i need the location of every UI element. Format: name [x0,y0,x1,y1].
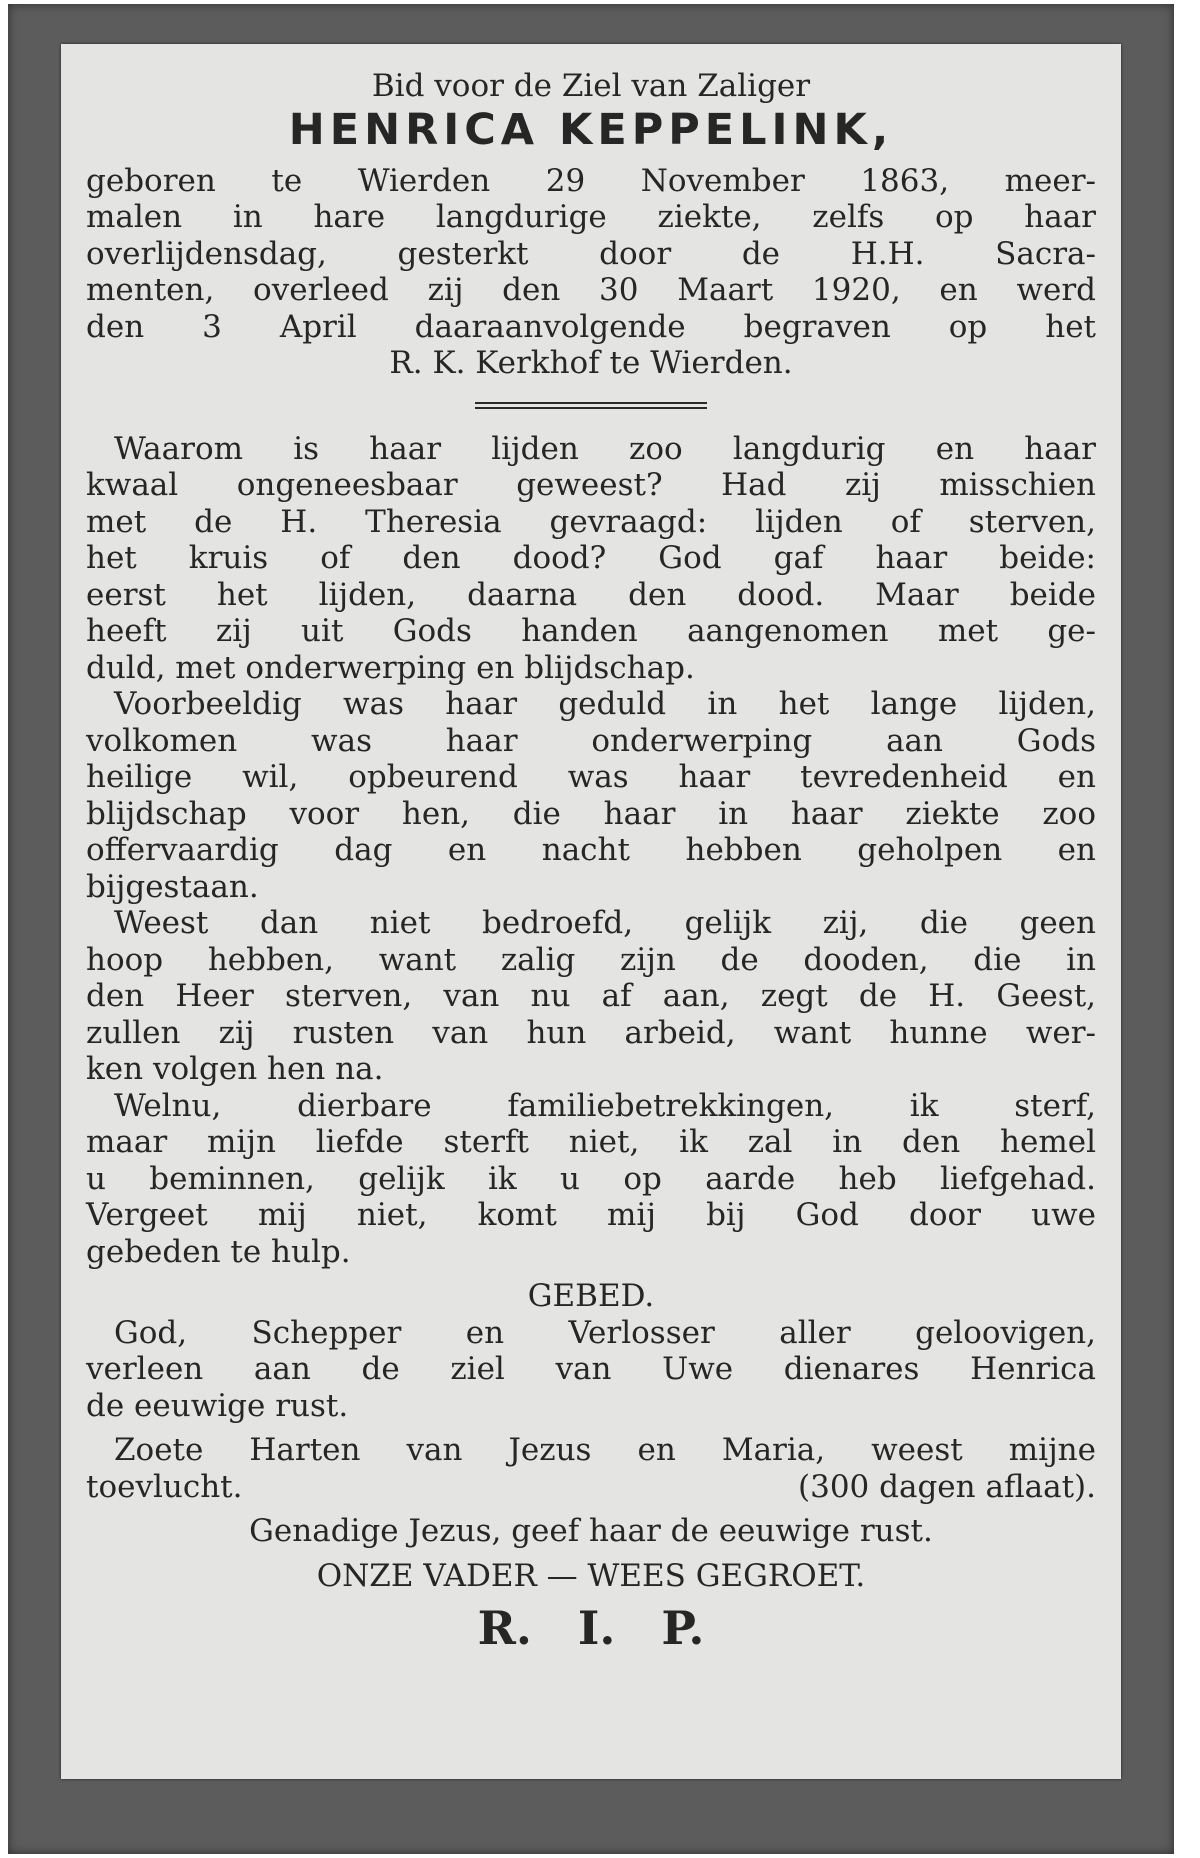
paragraph-line: volkomen was haar onderwerping aan Gods [86,722,1096,759]
paragraph-line: Weest dan niet bedroefd, gelijk zij, die geen [114,905,1096,941]
prayer-line: God, Schepper en Verlosser aller geloovigen, [114,1314,1096,1351]
paragraph-line: hoop hebben, want zalig zijn de dooden, die in [86,941,1096,978]
prayer-title: GEBED. [527,1278,655,1314]
deceased-name: HENRICA KEPPELINK, [288,104,894,155]
paragraph-line: Vergeet mij niet, komt mij bij God door uwe [86,1197,1096,1233]
rip-mark: R. I. P. [477,1601,705,1655]
paragraph-line: bijgestaan. [86,868,259,905]
paragraph-line: duld, met onderwerping en blijdschap. [86,649,695,686]
memorial-card-border [8,4,1174,1854]
prayer-line: de eeuwige rust. [86,1387,349,1424]
paragraph-line: heeft zij uit Gods handen aangenomen met ge- [86,613,1096,649]
paragraph-line: den Heer sterven, van nu af aan, zegt de H. Geest, [86,978,1096,1014]
final-prayers: ONZE VADER — WEES GEGROET. [316,1557,866,1594]
closing-prayer: Genadige Jezus, geef haar de eeuwige rust. [249,1513,933,1549]
spacer [86,1550,1096,1558]
paragraph-line: maar mijn liefde sterft niet, ik zal in den hemel [86,1124,1096,1160]
paragraph-line: eerst het lijden, daarna den dood. Maar beide [86,576,1096,613]
paragraph-line: blijdschap voor hen, die haar in haar ziekte zoo [86,795,1096,832]
prayer-line: verleen aan de ziel van Uwe dienares Henrica [86,1351,1096,1387]
intro-line: Bid voor de Ziel van Zaliger [371,68,811,104]
bio-line: malen in hare langdurige ziekte, zelfs op haar [86,199,1096,235]
bio-line: geboren te Wierden 29 November 1863, meer- [86,162,1096,199]
bio-line: R. K. Kerkhof te Wierden. [389,345,793,381]
paragraph-line: zullen zij rusten van hun arbeid, want hunne wer- [86,1014,1096,1051]
invocation-end: toevlucht. [86,1468,243,1505]
paragraph-line: Waarom is haar lijden zoo langdurig en haar [114,430,1096,467]
spacer [86,1424,1096,1432]
spacer [86,1505,1096,1513]
paragraph-line: u beminnen, gelijk ik u op aarde heb liefgehad. [86,1160,1096,1197]
paragraph-line: offervaardig dag en nacht hebben geholpen en [86,832,1096,868]
invocation-line: Zoete Harten van Jezus en Maria, weest mijne [114,1432,1096,1468]
paragraph-line: ken volgen hen na. [86,1051,384,1087]
memorial-card-panel [61,44,1121,1779]
paragraph-line: Voorbeeldig was haar geduld in het lange lijden, [114,686,1096,722]
paragraph-line: kwaal ongeneesbaar geweest? Had zij misschien [86,467,1096,503]
paragraph-line: heilige wil, opbeurend was haar tevredenheid en [86,759,1096,795]
paragraph-line: het kruis of den dood? God gaf haar beide: [86,540,1096,576]
spacer [86,1270,1096,1278]
paragraph-line: met de H. Theresia gevraagd: lijden of sterven, [86,503,1096,540]
card-text [86,68,1096,1656]
indulgence-note: (300 dagen aflaat). [798,1468,1096,1505]
paragraph-line: gebeden te hulp. [86,1233,351,1270]
bio-line: menten, overleed zij den 30 Maart 1920, en werd [86,272,1096,308]
paragraph-line: Welnu, dierbare familiebetrekkingen, ik sterf, [114,1087,1096,1124]
invocation-row [86,1469,1096,1506]
bio-line: overlijdensdag, gesterkt door de H.H. Sacra- [86,235,1096,272]
divider-rule [475,402,707,409]
bio-line: den 3 April daaraanvolgende begraven op het [86,308,1096,345]
